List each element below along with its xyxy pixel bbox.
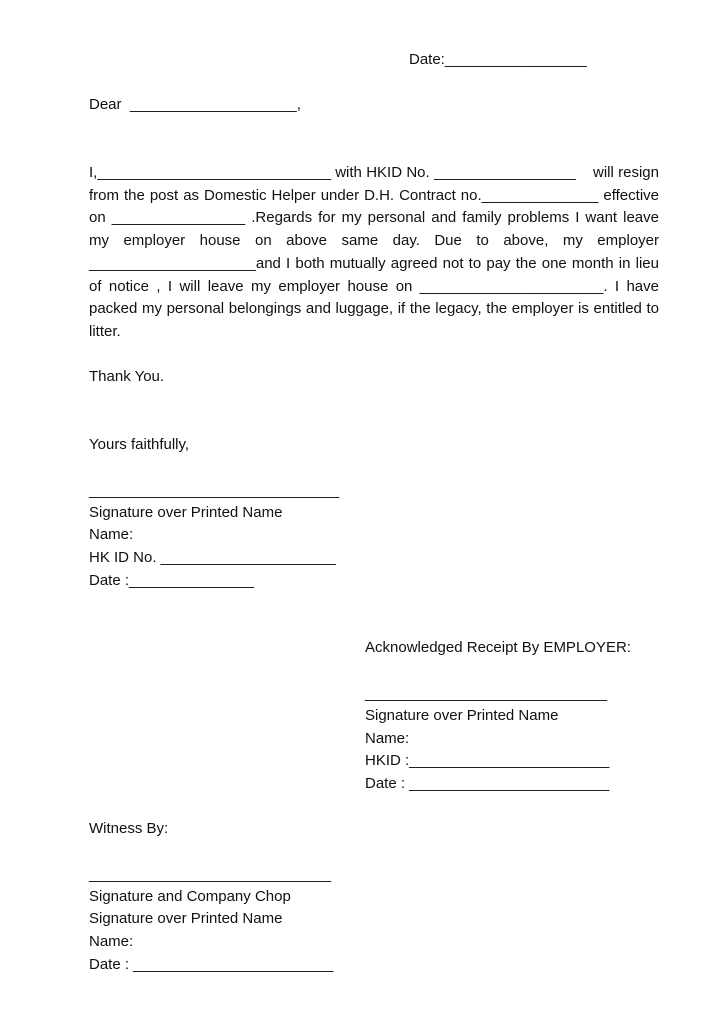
signature-line: ______________________________	[89, 482, 340, 499]
closing: Yours faithfully,	[89, 436, 190, 453]
body-line: litter.	[89, 322, 121, 340]
body-line: from the post as Domestic Helper under D.H. Contract no.______________ effective	[89, 186, 659, 204]
name-label: Name:	[365, 730, 410, 747]
thank-you: Thank You.	[89, 368, 165, 385]
body-line: ____________________and I both mutually agreed not to pay the one month in lieu	[89, 254, 659, 272]
company-chop-label: Signature and Company Chop	[89, 888, 291, 905]
name-label: Name:	[89, 526, 134, 543]
date-field: Date : ________________________	[89, 956, 334, 973]
salutation: Dear ____________________,	[89, 96, 301, 113]
name-label: Name:	[89, 933, 134, 950]
body-line: on ________________ .Regards for my personal and family problems I want leave	[89, 209, 659, 227]
signature-label: Signature over Printed Name	[365, 707, 559, 724]
witness-title: Witness By:	[89, 820, 169, 837]
signature-label: Signature over Printed Name	[89, 910, 283, 927]
signature-line: _____________________________	[89, 866, 331, 883]
hkid-line: HK ID No. _____________________	[89, 549, 336, 566]
body-line: packed my personal belongings and luggage, if the legacy, the employer is entitled to	[89, 300, 659, 318]
date-field: Date : ________________________	[365, 775, 610, 792]
signature-label: Signature over Printed Name	[89, 504, 283, 521]
letter-body	[89, 162, 659, 344]
employer-title: Acknowledged Receipt By EMPLOYER:	[365, 639, 631, 656]
body-line: I,____________________________ with HKID No. _________________ will resign	[89, 164, 659, 181]
hkid-line: HKID :________________________	[365, 752, 610, 769]
body-line: my employer house on above same day. Due to above, my employer	[89, 232, 659, 250]
date-field: Date :_______________	[89, 572, 255, 589]
body-line: of notice , I will leave my employer house on ______________________. I have	[89, 277, 659, 295]
signature-line: _____________________________	[365, 685, 607, 702]
date-line: Date:_________________	[409, 51, 587, 68]
